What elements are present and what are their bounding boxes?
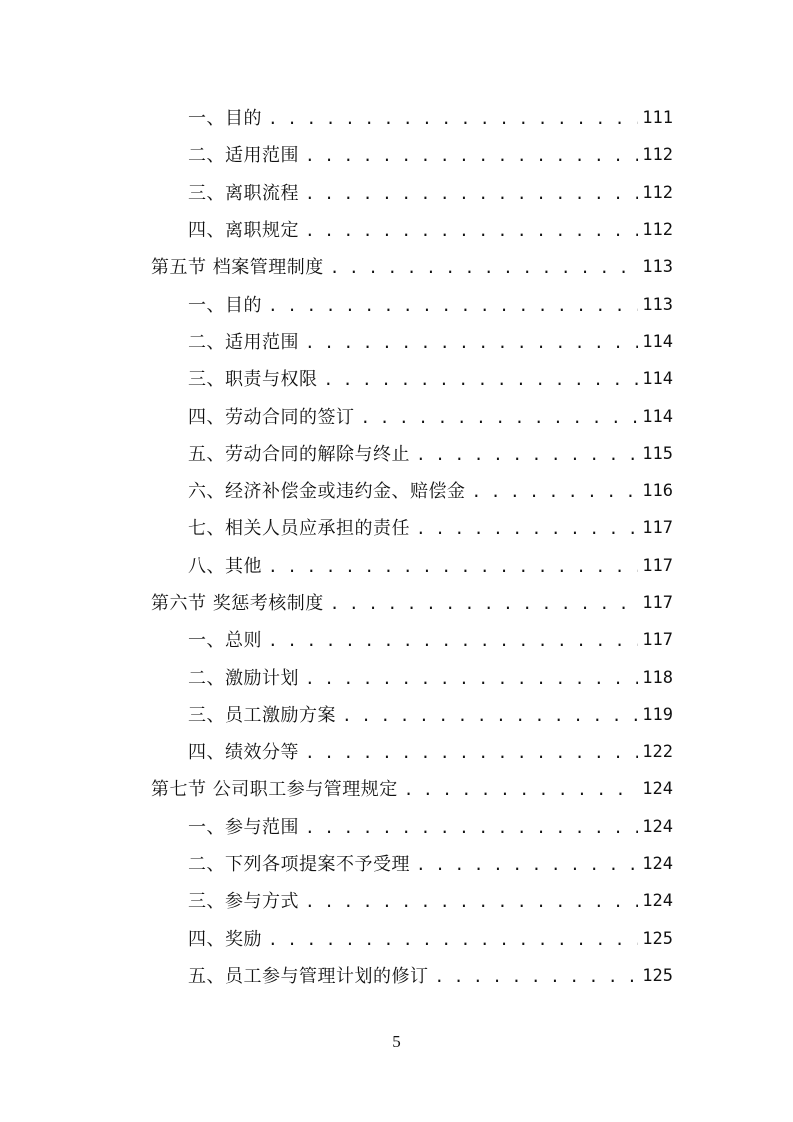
toc-entry[interactable] [0,286,793,323]
toc-dot-leader [268,921,638,958]
toc-dot-leader [472,473,639,510]
toc-entry[interactable] [0,809,793,846]
toc-entry-page: 117 [642,555,673,576]
toc-entry[interactable] [0,100,793,137]
toc-entry[interactable] [0,846,793,883]
toc-entry[interactable] [0,734,793,771]
toc-entry-page: 119 [642,704,673,725]
toc-entry[interactable] [0,398,793,435]
toc-entry-page: 112 [642,145,673,166]
toc-dot-leader [416,510,638,547]
toc-dot-leader [305,883,638,920]
toc-entry-page: 111 [642,108,673,129]
toc-entry-title: 一、总则 [188,630,262,652]
toc-entry-title: 六、经济补偿金或违约金、赔偿金 [188,481,466,503]
toc-section-entry[interactable] [0,585,793,622]
toc-section-entry[interactable] [0,249,793,286]
toc-entry-page: 117 [642,630,673,651]
toc-dot-leader [268,622,638,659]
toc-entry-title: 二、适用范围 [188,145,299,167]
toc-dot-leader [305,212,638,249]
toc-entry-title: 五、员工参与管理计划的修订 [188,965,429,987]
toc-dot-leader [268,287,638,324]
toc-entry-title: 一、目的 [188,294,262,316]
toc-entry-title: 八、其他 [188,555,262,577]
toc-entry-page: 112 [642,182,673,203]
toc-entry-page: 114 [642,406,673,427]
toc-entry-page: 112 [642,220,673,241]
toc-entry[interactable] [0,137,793,174]
toc-section-title: 第六节 奖惩考核制度 [151,593,324,614]
toc-entry[interactable] [0,212,793,249]
toc-entry[interactable] [0,436,793,473]
toc-entry-title: 五、劳动合同的解除与终止 [188,443,410,465]
toc-entry-page: 117 [642,593,673,613]
toc-entry-title: 三、参与方式 [188,891,299,913]
toc-entry-page: 125 [642,965,673,986]
toc-entry-page: 124 [642,816,673,837]
toc-entry[interactable] [0,697,793,734]
page-number: 5 [392,1032,401,1051]
toc-entry[interactable] [0,883,793,920]
toc-entry-page: 115 [642,443,673,464]
toc-dot-leader [305,660,638,697]
toc-dot-leader [305,137,638,174]
toc-entry-title: 三、员工激励方案 [188,704,336,726]
toc-entry-page: 117 [642,518,673,539]
toc-entry-title: 三、职责与权限 [188,369,318,391]
toc-entry-page: 113 [642,294,673,315]
toc-dot-leader [268,548,638,585]
toc-entry[interactable] [0,921,793,958]
toc-section-title: 第七节 公司职工参与管理规定 [151,779,398,801]
toc-entry[interactable] [0,622,793,659]
toc-entry-title: 一、参与范围 [188,816,299,838]
toc-dot-leader [305,734,638,771]
toc-dot-leader [324,361,639,398]
toc-entry-title: 四、劳动合同的签订 [188,406,355,428]
toc-entry-page: 114 [642,331,673,352]
toc-entry[interactable] [0,361,793,398]
toc-entry[interactable] [0,659,793,696]
toc-entry-page: 122 [642,742,673,763]
toc-entry[interactable] [0,958,793,995]
toc-dot-leader [305,324,638,361]
toc-dot-leader [268,100,638,137]
toc-entry-page: 118 [642,667,673,688]
toc-entry-title: 四、离职规定 [188,220,299,242]
toc-entry-page: 124 [642,779,673,800]
toc-dot-leader [342,697,638,734]
toc-dot-leader [305,809,638,846]
toc-dot-leader [435,958,639,995]
toc-entry-title: 七、相关人员应承担的责任 [188,518,410,540]
toc-dot-leader [330,585,639,622]
toc-entry-title: 四、奖励 [188,928,262,950]
toc-entry-title: 一、目的 [188,108,262,130]
toc-dot-leader [404,771,639,808]
toc-entry[interactable] [0,175,793,212]
toc-dot-leader [305,175,638,212]
toc-entry-title: 二、适用范围 [188,331,299,353]
toc-entry-title: 二、下列各项提案不予受理 [188,854,410,876]
toc-entry-page: 113 [642,257,673,278]
toc-entry[interactable] [0,548,793,585]
toc-entry-title: 三、离职流程 [188,182,299,204]
toc-dot-leader [361,399,639,436]
toc-dot-leader [416,436,638,473]
toc-entry-page: 114 [642,369,673,390]
toc-entry[interactable] [0,324,793,361]
toc-dot-leader [330,249,639,286]
toc-entry-page: 124 [642,891,673,912]
toc-entry-page: 124 [642,854,673,875]
toc-section-title: 第五节 档案管理制度 [151,257,324,279]
table-of-contents [0,100,793,995]
toc-entry-page: 125 [642,928,673,949]
toc-entry[interactable] [0,473,793,510]
toc-entry-page: 116 [642,481,673,502]
toc-entry-title: 四、绩效分等 [188,742,299,764]
toc-dot-leader [416,846,638,883]
toc-entry-title: 二、激励计划 [188,667,299,689]
toc-entry[interactable] [0,510,793,547]
toc-section-entry[interactable] [0,771,793,808]
